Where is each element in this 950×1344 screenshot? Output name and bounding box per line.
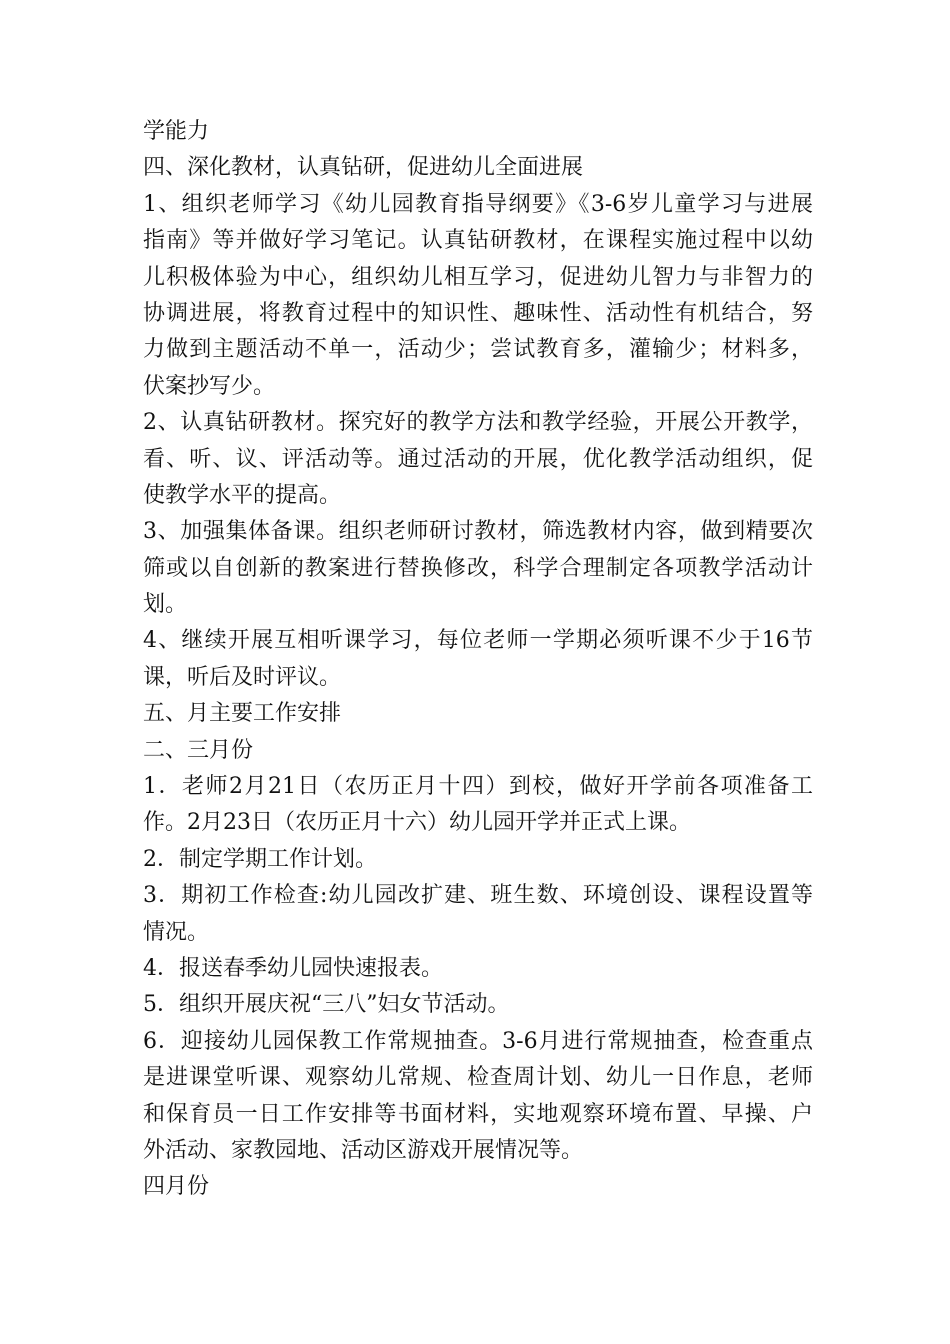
text-line: 和保育员一日工作安排等书面材料，实地观察环境布置、早操、户 bbox=[143, 1101, 813, 1127]
text-line: 四月份 bbox=[143, 1174, 210, 1200]
text-line: 二、三月份 bbox=[143, 737, 254, 763]
text-line: 作。2月23日（农历正月十六）幼儿园开学并正式上课。 bbox=[143, 810, 691, 836]
document-body bbox=[143, 114, 813, 1206]
text-line: 2．制定学期工作计划。 bbox=[143, 846, 377, 872]
text-line: 力做到主题活动不单一，活动少；尝试教育多，灌输少；材料多， bbox=[143, 337, 813, 363]
text-line: 看、听、议、评活动等。通过活动的开展，优化教学活动组织，促 bbox=[143, 446, 813, 472]
text-line: 4、继续开展互相听课学习，每位老师一学期必须听课不少于16节 bbox=[143, 628, 813, 654]
text-line: 是进课堂听课、观察幼儿常规、检查周计划、幼儿一日作息，老师 bbox=[143, 1065, 813, 1091]
text-line: 4．报送春季幼儿园快速报表。 bbox=[143, 955, 443, 981]
text-line: 四、深化教材，认真钻研，促进幼儿全面进展 bbox=[143, 155, 584, 181]
text-line: 3、加强集体备课。组织老师研讨教材，筛选教材内容，做到精要次 bbox=[143, 519, 813, 545]
text-line: 2、认真钻研教材。探究好的教学方法和教学经验，开展公开教学， bbox=[143, 410, 813, 436]
text-line: 外活动、家教园地、活动区游戏开展情况等。 bbox=[143, 1137, 584, 1163]
text-line: 协调进展，将教育过程中的知识性、趣味性、活动性有机结合，努 bbox=[143, 300, 813, 326]
text-line: 指南》等并做好学习笔记。认真钻研教材，在课程实施过程中以幼 bbox=[143, 228, 813, 254]
text-line: 儿积极体验为中心，组织幼儿相互学习，促进幼儿智力与非智力的 bbox=[143, 264, 813, 290]
text-line: 课，听后及时评议。 bbox=[143, 664, 342, 690]
text-line: 1、组织老师学习《幼儿园教育指导纲要》《3-6岁儿童学习与进展 bbox=[143, 191, 813, 217]
text-line: 使教学水平的提高。 bbox=[143, 482, 342, 508]
text-line: 1．老师2月21日（农历正月十四）到校，做好开学前各项准备工 bbox=[143, 774, 813, 800]
text-line: 筛或以自创新的教案进行替换修改，科学合理制定各项教学活动计 bbox=[143, 555, 813, 581]
text-line: 情况。 bbox=[143, 919, 210, 945]
text-line: 6．迎接幼儿园保教工作常规抽查。3-6月进行常规抽查，检查重点 bbox=[143, 1028, 813, 1054]
text-line: 五、月主要工作安排 bbox=[143, 701, 342, 727]
text-line: 伏案抄写少。 bbox=[143, 373, 276, 399]
text-line: 学能力 bbox=[143, 119, 210, 144]
text-line: 划。 bbox=[143, 592, 188, 618]
text-line: 3．期初工作检查:幼儿园改扩建、班生数、环境创设、课程设置等 bbox=[143, 883, 813, 909]
text-line: 5．组织开展庆祝“三八”妇女节活动。 bbox=[143, 992, 510, 1018]
